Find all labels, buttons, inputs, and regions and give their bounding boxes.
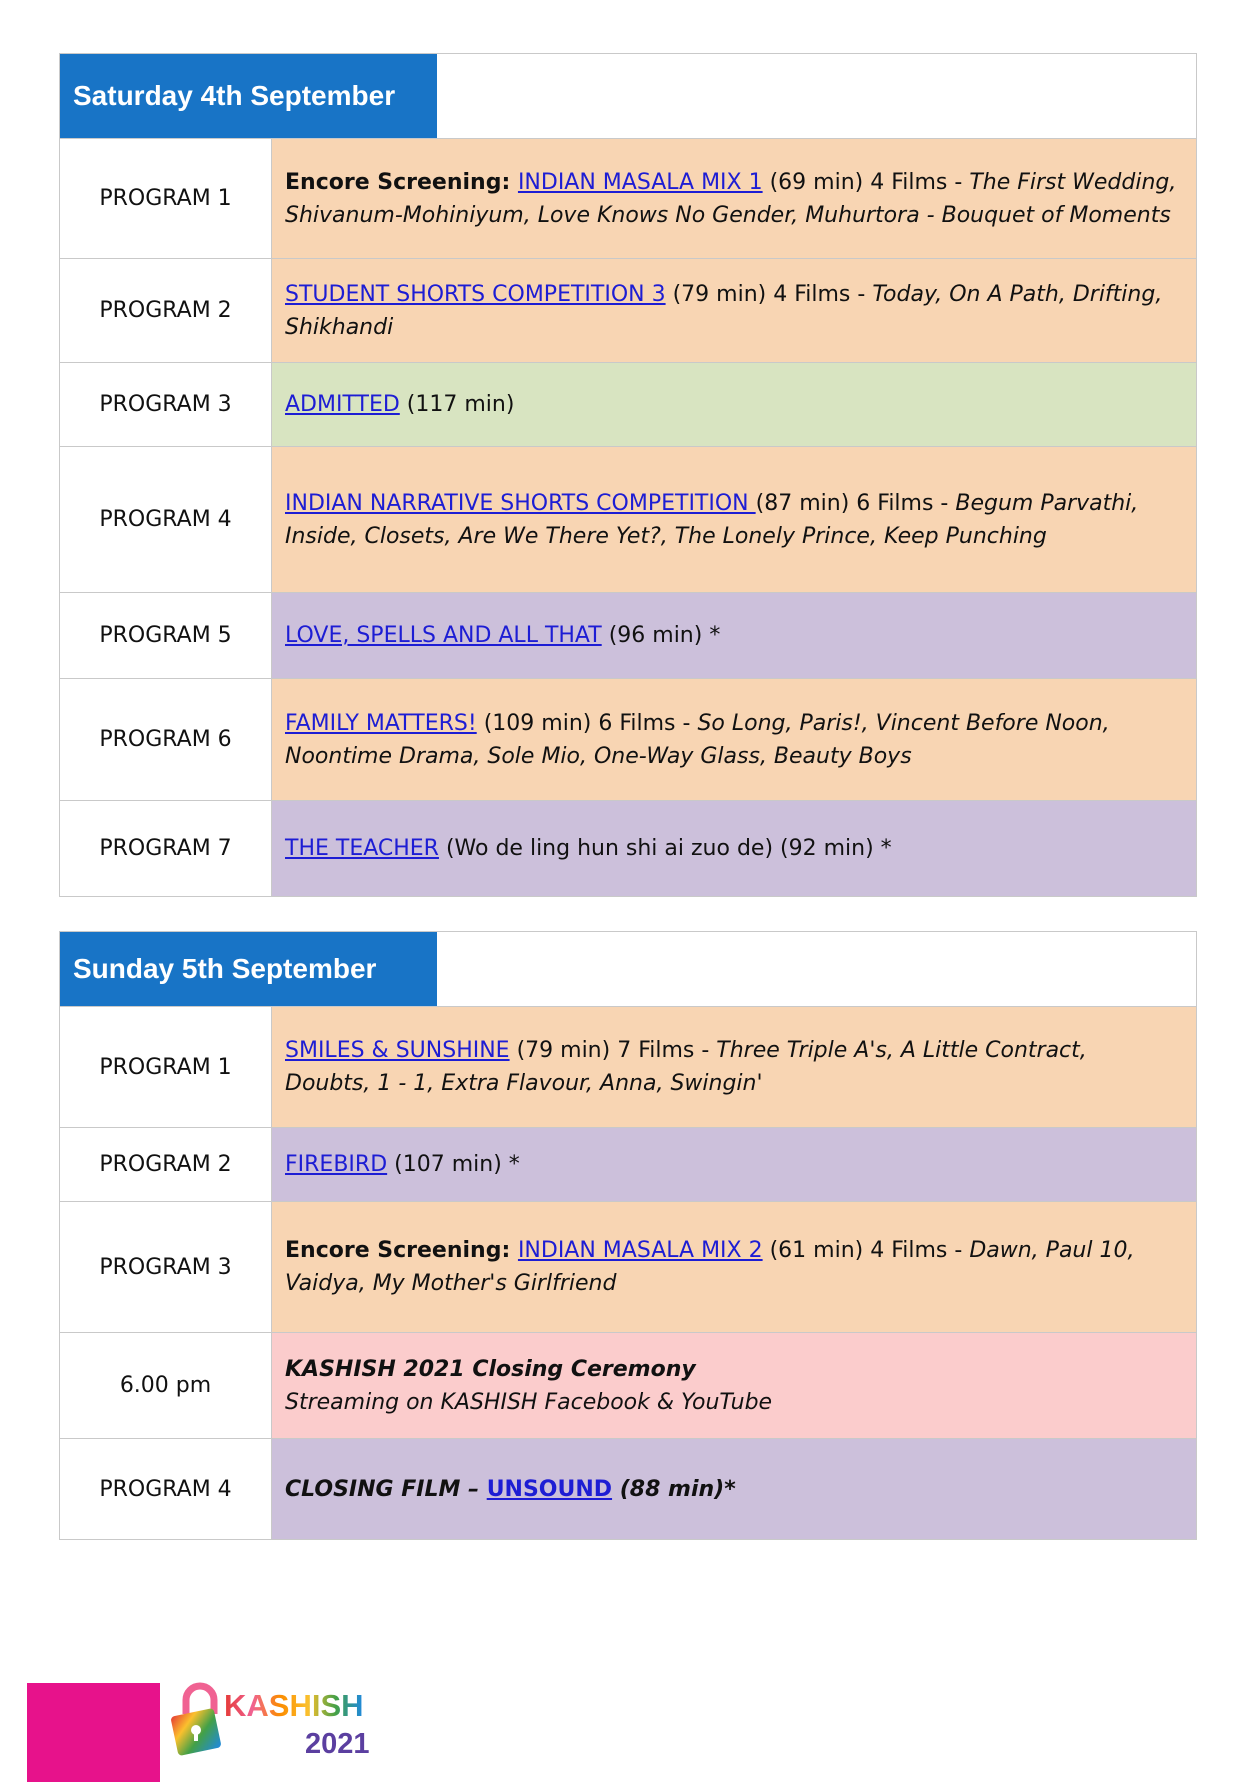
program-duration: (107 min) * [387,1152,520,1177]
day-title: Sunday 5th September [60,932,437,1006]
logo-wordmark [224,1688,364,1724]
program-duration: (Wo de ling hun shi ai zuo de) (92 min) * [438,836,892,861]
logo-name: KASHISH [224,1688,364,1723]
closing-film-label: CLOSING FILM – [285,1476,487,1502]
event-time: 6.00 pm [60,1333,272,1438]
program-label: PROGRAM 2 [60,259,272,362]
event-subtitle: Streaming on KASHISH Facebook & YouTube [285,1389,773,1415]
program-duration: (109 min) 6 Films - [476,710,698,736]
encore-label: Encore Screening: [285,169,518,195]
program-details [272,593,1196,678]
program-link[interactable]: INDIAN NARRATIVE SHORTS COMPETITION [285,490,756,516]
program-duration: (117 min) [399,392,515,417]
program-details [272,1007,1196,1127]
program-duration: (61 min) 4 Films - [762,1238,970,1263]
program-link[interactable]: FAMILY MATTERS! [285,710,477,736]
program-label: PROGRAM 4 [60,1439,272,1539]
program-details [272,139,1196,258]
program-label: PROGRAM 3 [60,1202,272,1332]
sunday-schedule-table [59,931,1197,1540]
program-link[interactable]: SMILES & SUNSHINE [285,1038,510,1063]
program-duration: (79 min) 7 Films - [509,1038,717,1063]
table-row [60,1007,1196,1128]
table-row [60,1202,1196,1333]
footer-color-block [27,1683,160,1782]
sunday-header [60,932,1196,1007]
table-row [60,593,1196,679]
table-row [60,259,1196,363]
program-details [272,447,1196,592]
program-duration: (96 min) * [601,623,721,648]
program-link[interactable]: STUDENT SHORTS COMPETITION 3 [285,281,666,307]
program-link[interactable]: FIREBIRD [285,1152,388,1177]
padlock-icon [168,1678,228,1758]
program-link[interactable]: INDIAN MASALA MIX 1 [517,169,763,195]
event-title: KASHISH 2021 Closing Ceremony [285,1356,696,1382]
table-row [60,363,1196,447]
logo-year: 2021 [305,1728,370,1760]
program-link[interactable]: UNSOUND [486,1476,613,1502]
program-label: PROGRAM 1 [60,1007,272,1127]
program-duration: (87 min) 6 Films - [755,490,956,516]
program-details [272,259,1196,362]
table-row [60,1439,1196,1539]
program-label: PROGRAM 4 [60,447,272,592]
table-row [60,801,1196,896]
program-link[interactable]: INDIAN MASALA MIX 2 [517,1238,763,1263]
program-duration: (79 min) 4 Films - [665,281,873,307]
program-details [272,1202,1196,1332]
program-details [272,801,1196,896]
table-row [60,139,1196,259]
program-duration: (88 min)* [612,1476,736,1502]
table-row [60,1333,1196,1439]
encore-label: Encore Screening: [285,1238,518,1263]
saturday-schedule-table [59,53,1197,897]
film-list: The First Wedding, Shivanum-Mohiniyum, Love Knows No Gender, Muhurtora - Bouquet of Moments [285,169,1177,228]
program-link[interactable]: ADMITTED [285,392,400,417]
program-label: PROGRAM 1 [60,139,272,258]
saturday-header [60,54,1196,139]
program-details [272,679,1196,800]
program-label: PROGRAM 7 [60,801,272,896]
program-label: PROGRAM 2 [60,1128,272,1201]
program-label: PROGRAM 3 [60,363,272,446]
day-title: Saturday 4th September [60,54,437,138]
table-row [60,447,1196,593]
table-row [60,679,1196,801]
program-details [272,363,1196,446]
kashish-logo [168,1678,378,1768]
program-details [272,1128,1196,1201]
film-list: Begum Parvathi, Inside, Closets, Are We There Yet?, The Lonely Prince, Keep Punching [285,490,1139,549]
program-duration: (69 min) 4 Films - [762,169,970,195]
program-label: PROGRAM 6 [60,679,272,800]
film-list: Three Triple A's, A Little Contract, Doubts, 1 - 1, Extra Flavour, Anna, Swingin' [285,1038,1087,1096]
film-list: Dawn, Paul 10, Vaidya, My Mother's Girlfriend [285,1238,1135,1296]
program-details [272,1439,1196,1539]
event-details [272,1333,1196,1438]
table-row [60,1128,1196,1202]
film-list: Today, On A Path, Drifting, Shikhandi [285,281,1163,340]
program-label: PROGRAM 5 [60,593,272,678]
program-link[interactable]: LOVE, SPELLS AND ALL THAT [285,623,602,648]
film-list: So Long, Paris!, Vincent Before Noon, Noontime Drama, Sole Mio, One-Way Glass, Beauty Boys [285,710,1110,769]
program-link[interactable]: THE TEACHER [285,836,439,861]
